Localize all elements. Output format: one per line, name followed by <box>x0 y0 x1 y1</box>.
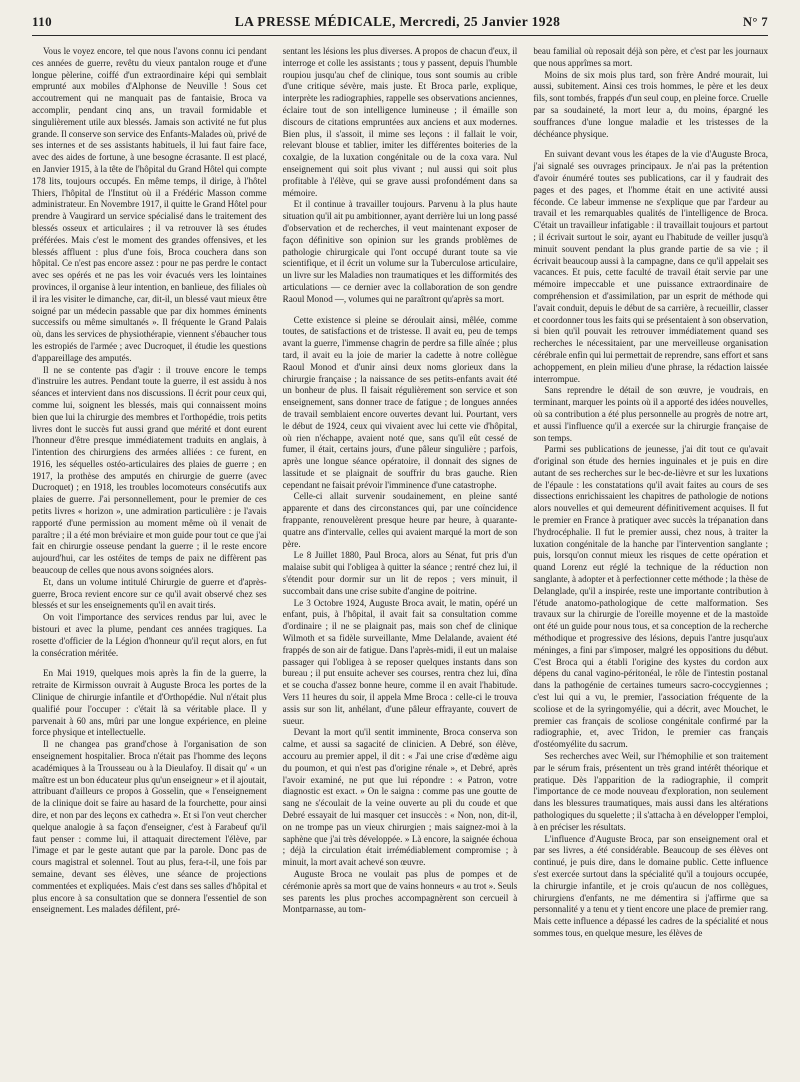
paragraph: On voit l'importance des services rendus par lui, avec le bistouri et avec la plume, pendant ces années tragiques. La rosette d'officier de la Légion d'honneur qu'il reçut alors, en fut la consécration méritée. <box>32 612 267 658</box>
paragraph: Le 3 Octobre 1924, Auguste Broca avait, le matin, opéré un enfant, puis, à l'hôpital, il avait fait sa consultation comme d'ordinaire ; il ne se plaignait pas, mais son chef de clinique Wilmoth et sa fidèle surveillante, Mme Delalande, avaient été frappés de son air de fatigue. Dans l'après-midi, il eut un malaise passager qui l'obligea à se reposer quelques instants dans son bureau ; il put ensuite achever ses courses, rentra chez lui, dîna et se coucha d'assez bonne heure, comme il en avait l'habitude. Vers 11 heures du soir, il appela Mme Broca : celle-ci le trouva assis sur son lit, anhélant, d'une pâleur effrayante, couvert de sueur. <box>282 597 518 726</box>
text-column-3 <box>533 46 768 1058</box>
paragraph: En suivant devant vous les étapes de la vie d'Auguste Broca, j'ai signalé ses ouvrages principaux. Je n'ai pas la prétention d'avoir énuméré toutes ses publications, car il y faudrait des pages et des pages, et l'homme était en une activité aussi féconde. Ce labeur immense ne s'explique que par l'ardeur au travail et les remarquables qualités de l'intelligence de Broca. C'était un travailleur infatigable : il travaillait toujours et partout ; il écrivait surtout le soir, ayant eu l'habitude de veiller jusqu'à minuit souvent pendant la plus grande partie de sa vie ; il écrivait beaucoup aussi à la campagne, dans ce qu'il appelait ses vacances. Et puis, cette faculté de travail était servie par une mémoire impeccable et une puissance extraordinaire de compréhension et d'assimilation, par un esprit de méthode qui l'avait conduit, depuis le début de sa carrière, à recueillir, classer et coordonner tous les faits qui se présentaient à son observation, si bien qu'il pouvait les retrouver immédiatement quand ses recherches le nécessitaient, par une merveilleuse organisation cérébrale enfin qui lui permettait de reprendre, sans effort et sans achoppement, en plein milieu d'une phrase, la rédaction laissée interrompue. <box>533 149 768 384</box>
paragraph: L'influence d'Auguste Broca, par son enseignement oral et par ses livres, a été considérable. Beaucoup de ses élèves ont continué, je puis dire, dans le domaine public. Cette influence s'est exercée surtout dans la spécialité qu'il a toujours occupée, la chirurgie infantile, et je crois qu'aucun de nos collègues, chirurgiens d'enfants, ne me démentira si j'affirme que sa personnalité y a tenu et y tient encore une place de premier rang. Mais cette influence a dépassé les cadres de la spécialité et nous sommes tous, en quelque mesure, les élèves de <box>533 833 768 938</box>
paragraph: Cette existence si pleine se déroulait ainsi, mêlée, comme toutes, de satisfactions et de tristesse. Il avait eu, peu de temps avant la guerre, l'immense chagrin de perdre sa fille aînée ; plus tard, il avait eu la joie de marier la cadette à notre collègue Raoul Monod et d'unir ainsi deux noms glorieux dans la chirurgie française ; la naissance de ses petits-enfants avait été un bonheur de plus. Il faisait régulièrement son service et son enseignement, sans donner trace de fatigue ; de longues années de travail semblaient encore ouvertes devant lui. Pourtant, vers le début de 1924, ceux qui vivaient avec lui cette vie d'hôpital, où rien n'échappe, avaient noté que, sans qu'il eût cessé de fumer, il était, certains jours, d'une pâleur singulière ; parfois, après une longue séance opératoire, il donnait des signes de lassitude et se plaignait de souffrir du bras gauche. Rien cependant ne faisait prévoir l'imminence d'une catastrophe. <box>282 314 518 490</box>
paragraph: Ses recherches avec Weil, sur l'hémophilie et son traitement par le sérum frais, présentent un très grand intérêt théorique et pratique. Dès l'apparition de la radiographie, il comprit l'importance de ce mode nouveau d'exploration, non seulement dans les blessures traumatiques, mais aussi dans les altérations pathologiques du squelette ; il s'attacha à en développer l'emploi, à en préciser les résultats. <box>533 751 768 832</box>
issue-number: N° 7 <box>742 15 768 29</box>
paragraph: Il ne changea pas grand'chose à l'organisation de son enseignement hospitalier. Broca n'était pas l'homme des leçons académiques à la Trousseau ou à la Dieulafoy. Il disait qu' « un maître est un bon éducateur plus qu'un enseigneur » et il ajoutait, attribuant d'ailleurs ce propos à Gosselin, que « l'enseignement de la clinique doit se faire au hasard de la fourchette, pour ainsi dire, et non par des leçons ex cathedra ». Et si l'on veut chercher quelque analogie à sa façon d'enseigner, c'est à Farabeuf qu'il faut penser : comme lui, il attaquait directement l'élève, par l'image et par le geste autant que par la parole. Donc pas de cours magistral et solennel. Tout au plus, fera-t-il, une fois par semaine, devant ses élèves, une séance de projections commentées et expliquées. Mais c'est dans ses salles d'hôpital et plus encore à sa consultation que se donnera l'essentiel de son enseignement. Les malades défilent, pré- <box>32 739 267 915</box>
paragraph: Il ne se contente pas d'agir : il trouve encore le temps d'instruire les autres. Pendant toute la guerre, il est assidu à nos séances et intervient dans nos discussions. Il écrit pour ceux qui, comme lui, soignent les blessés, mais qui connaissent moins bien que lui la chirurgie des membres et l'orthopédie, trois petits livres dont le succès fut aussi grand que mérité et dont eurent l'honneur d'être presque immédiatement traduits en anglais, à l'intention des chirurgiens des armées alliées : ce furent, en 1916, les séquelles ostéo-articulaires des plaies de guerre ; en 1917, la prothèse des amputés en chirurgie de guerre (avec Ducroquet) ; en 1918, les troubles locomoteurs consécutifs aux plaies de guerre. J'ai personnellement, pour le premier de ces petits livres « horizon », une admiration particulière : je l'avais rapporté d'une permission au moment même où il venait de paraître ; il a été mon bréviaire et mon guide pour tout ce que j'ai fait en chirurgie osseuse pendant la guerre ; il le reste encore aujourd'hui, car les ostéites de temps de paix ne diffèrent pas beaucoup de celles que nous avons soignées alors. <box>32 364 267 576</box>
paragraph: Vous le voyez encore, tel que nous l'avons connu ici pendant ces années de guerre, revêtu du vieux pantalon rouge et d'une longue pèlerine, coiffé d'un extraordinaire képi qui semblait emprunté aux mobiles d'Alphonse de Neuville ! Sous cet accoutrement qui ne manquait pas de fantaisie, Broca va accomplir, pendant cinq ans, un travail formidable et singulièrement utile aux blessés. Jamais son activité ne fut plus grande. Il conserve son service des Enfants-Malades où, privé de ses internes et de ses assistants habituels, il lui faut faire face, avec des aides de fortune, à une besogne écrasante. Il est placé, en Janvier 1915, à la tête de l'hôpital du Grand Hôtel qui compte 178 lits, toujours occupés. En même temps, il dirige, à l'hôtel Thiers, l'hôpital de l'Institut où il a Frédéric Masson comme administrateur. En Novembre 1917, il quitte le Grand Hôtel pour prendre à Vaugirard un service spécialisé dans le traitement des blessés osseux et articulaires ; il va retrouver là ses études préférées. Mais c'est le moment des grandes offensives, et les blessés affluent : plus d'une fois, Broca couchera dans son hôpital. Ce n'est pas encore assez : pour ne pas perdre le contact avec ses opérés et ne pas les voir évacués vers les lointaines provinces, il organise à leur intention, en banlieue, des filiales où il ira les visiter le dimanche, car, dit-il, un blessé vaut mieux être soigné par un médecin passable que par dix hommes éminents successifs ou même simultanés ». Il fréquente le Grand Palais où, dans les services de physiothérapie, viennent s'ébaucher tous les estropiés de l'armée ; avec Ducroquet, il étudie les questions d'appareillage des amputés. <box>32 46 267 363</box>
paragraph: Et, dans un volume intitulé Chirurgie de guerre et d'après-guerre, Broca revient encore sur ce qu'il avait observé chez ses blessés et sur les enseignements qu'il en avait tirés. <box>32 576 267 611</box>
paragraph: Devant la mort qu'il sentit imminente, Broca conserva son calme, et aussi sa sagacité de clinicien. A Debré, son élève, accouru au premier appel, il dit : « J'ai une crise d'œdème aigu du poumon, et qui n'est pas d'origine rénale », et Debré, après l'avoir examiné, ne put que lui répondre : « Patron, votre diagnostic est exact. » On le saigna : comme pas une goutte de sang ne s'écoulait de la veine ouverte au pli du coude et que Debré essayait de lui masquer cet insuccès : « Non, non, dit-il, on ne trompe pas un vieux chirurgien ; mais saignez-moi à la saphène que j'ai très développée. » Là encore, la saignée échoua ; déjà la circulation était irrémédiablement compromise ; à minuit, la mort avait achevé son œuvre. <box>282 727 518 868</box>
paragraph: Le 8 Juillet 1880, Paul Broca, alors au Sénat, fut pris d'un malaise subit qui l'obligea à quitter la séance ; rentré chez lui, il s'étendit pour dormir sur un lit de repos ; vers minuit, il succombait dans une crise subite d'angine de poitrine. <box>282 550 518 596</box>
paragraph: Auguste Broca ne voulait pas plus de pompes et de cérémonie après sa mort que de vains honneurs « au trot ». Seuls ses parents les plus proches accompagnèrent son cercueil à Montparnasse, au tom- <box>282 868 518 915</box>
paragraph: Sans reprendre le détail de son œuvre, je voudrais, en terminant, marquer les points où il a apporté des idées nouvelles, où sa contribution a été plus personnelle au progrès de notre art, et aussi l'influence qu'il a exercée sur la chirurgie française de son temps. <box>533 385 768 443</box>
paragraph: Celle-ci allait survenir soudainement, en pleine santé apparente et dans des circonstances qui, par une coïncidence frappante, renouvelèrent presque heure par heure, à quarante-quatre ans d'intervalle, celles qui avaient marqué la mort de son père. <box>282 491 518 549</box>
paragraph: Moins de six mois plus tard, son frère André mourait, lui aussi, subitement. Ainsi ces trois hommes, le père et les deux fils, sont tombés, frappés d'un seul coup, en pleine force. Cruelle par sa soudaineté, la mort leur a, du moins, épargné les souffrances d'une longue maladie et les tristesses de la déchéance physique. <box>533 69 768 139</box>
journal-title: LA PRESSE MÉDICALE, Mercredi, 25 Janvier 1928 <box>234 14 561 29</box>
paragraph: En Mai 1919, quelques mois après la fin de la guerre, la retraite de Kirmisson ouvrait à Auguste Broca les portes de la Clinique de chirurgie infantile et d'Orthopédie. Nul n'était plus qualifié pour l'occuper : c'était là sa véritable place. Il y parvenait à 60 ans, mûri par une longue expérience, en pleine force physique et intellectuelle. <box>32 668 267 738</box>
text-column-1 <box>32 46 267 1058</box>
header-rule <box>32 35 768 36</box>
paragraph: beau familial où reposait déjà son père, et c'est par les journaux que nous apprîmes sa mort. <box>533 46 768 68</box>
page-number: 110 <box>32 14 52 29</box>
paragraph: sentant les lésions les plus diverses. A propos de chacun d'eux, il interroge et colle les assistants ; tous y passent, depuis l'humble roupiou jusqu'au chef de clinique, tous sont soumis au crible d'une critique sévère, mais juste. Et Broca parle, explique, interprète les radiographies, rappelle ses observations anciennes, éclaire tout de son intelligence lumineuse ; il émaille son discours de citations empruntées aux anciens et aux modernes. Bien plus, il s'assoit, il mime ses leçons : il fallait le voir, relevant blouse et tablier, imiter les différentes boiteries de la coxalgie, de la luxation congénitale ou de la coxa vara. Nul enseignement qui soit plus vivant ; nul aussi qui soit plus profitable à l'élève, qui se grave aussi profondément dans sa mémoire. <box>282 46 518 198</box>
text-column-2 <box>283 46 518 1058</box>
article-body <box>32 46 768 1058</box>
paragraph: Parmi ses publications de jeunesse, j'ai dit tout ce qu'avait d'original son étude des hernies inguinales et je puis en dire autant de ses recherches sur le bec-de-lièvre et sur les luxations de l'épaule : les constatations qu'il avait faites au cours de ses dissections enrichissaient les chapitres de pathologie de notions alors nouvelles et qui demeurent définitivement acquises. Il fut le premier en France à pratiquer avec succès la trépanation dans l'hydrocéphalie. Il fut le premier aussi, chez nous, à traiter la luxation congénitale de la hanche par l'intervention sanglante ; puis, lorsqu'on connut mieux les risques de cette opération et quand Lorenz eut réglé la technique de la réduction non sanglante, à adopter et à perfectionner cette méthode ; la thèse de Delanglade, qu'il a inspirée, reste une importante contribution à l'étude anatomo-pathologique de cette malformation. Ses travaux sur la chirurgie de l'oreille moyenne et de la mastoïde ont été un guide pour nous tous, et sa conception de la recherche méthodique et progressive des lésions, depuis l'antre jusqu'aux méninges, a fini par s'imposer, malgré les oppositions du début. C'est Broca qui a établi l'origine des kystes du cordon aux dépens du canal vagino-péritonéal, le rôle de l'intestin postanal dans la pathogénie de certaines tumeurs sacro-coccygiennes ; c'est lui qui a vu, le premier, l'association fréquente de la scoliose et de la syringomyélie, qui a décrit, avec Mouchet, le premier cas français de scoliose congénitale confirmé par la radiographie, et, avec Tridon, le premier cas français d'ostéomyélite du sacrum. <box>533 444 768 750</box>
paragraph: Et il continue à travailler toujours. Parvenu à la plus haute situation qu'il ait pu ambitionner, ayant derrière lui un long passé d'observation et de recherches, il veut maintenant exposer de façon définitive son opinion sur les grands problèmes de pathologie chirurgicale qui l'ont occupé durant toute sa vie scientifique, et il écrit un volume sur la Tuberculose articulaire, un livre sur les Maladies non traumatiques et les difformités des articulations — ce dernier avec la collaboration de son gendre Raoul Monod —, volumes qui ne paraîtront qu'après sa mort. <box>282 199 518 304</box>
masthead <box>32 14 768 30</box>
